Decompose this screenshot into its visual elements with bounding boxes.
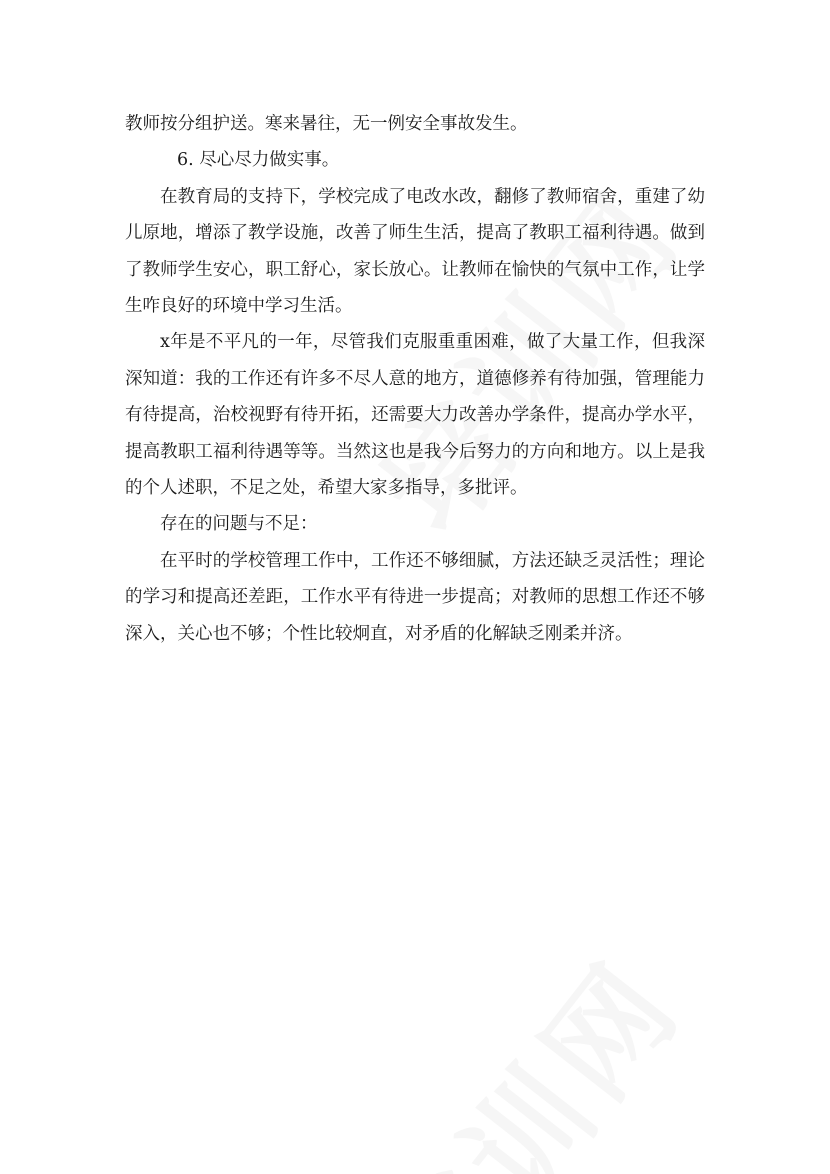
section-heading: 存在的问题与不足： [160, 514, 318, 535]
list-item-heading: 6. 尽心尽力做实事。 [177, 150, 340, 171]
paragraph-continuation: 教师按分组护送。寒来暑往，无一例安全事故发生。 [125, 114, 528, 134]
watermark [337, 919, 713, 1174]
document-body [125, 106, 705, 652]
paragraph: 在平时的学校管理工作中，工作还不够细腻，方法还缺乏灵活性；理论的学习和提高还差距，工作水平有待进一步提高；对教师的思想工作还不够深入，关心也不够；个性比较炯直，对矛盾的化解缺乏刚柔并济。 [125, 550, 705, 644]
paragraph: x年是不平凡的一年，尽管我们克服重重困难，做了大量工作，但我深深知道：我的工作还有许多不尽人意的地方，道德修养有待加强，管理能力有待提高，治校视野有待开拓，还需要大力改善办学条件，提高办学水平，提高教职工福利待遇等等。当然这也是我今后努力的方向和地方。以上是我的个人述职，不足之处，希望大家多指导，多批评。 [125, 332, 705, 499]
paragraph: 在教育局的支持下，学校完成了电改水改，翻修了教师宿舍，重建了幼儿原地，增添了教学设施，改善了师生生活，提高了教职工福利待遇。做到了教师学生安心，职工舒心，家长放心。让教师在愉快的气氛中工作，让学生咋良好的环境中学习生活。 [125, 186, 705, 317]
